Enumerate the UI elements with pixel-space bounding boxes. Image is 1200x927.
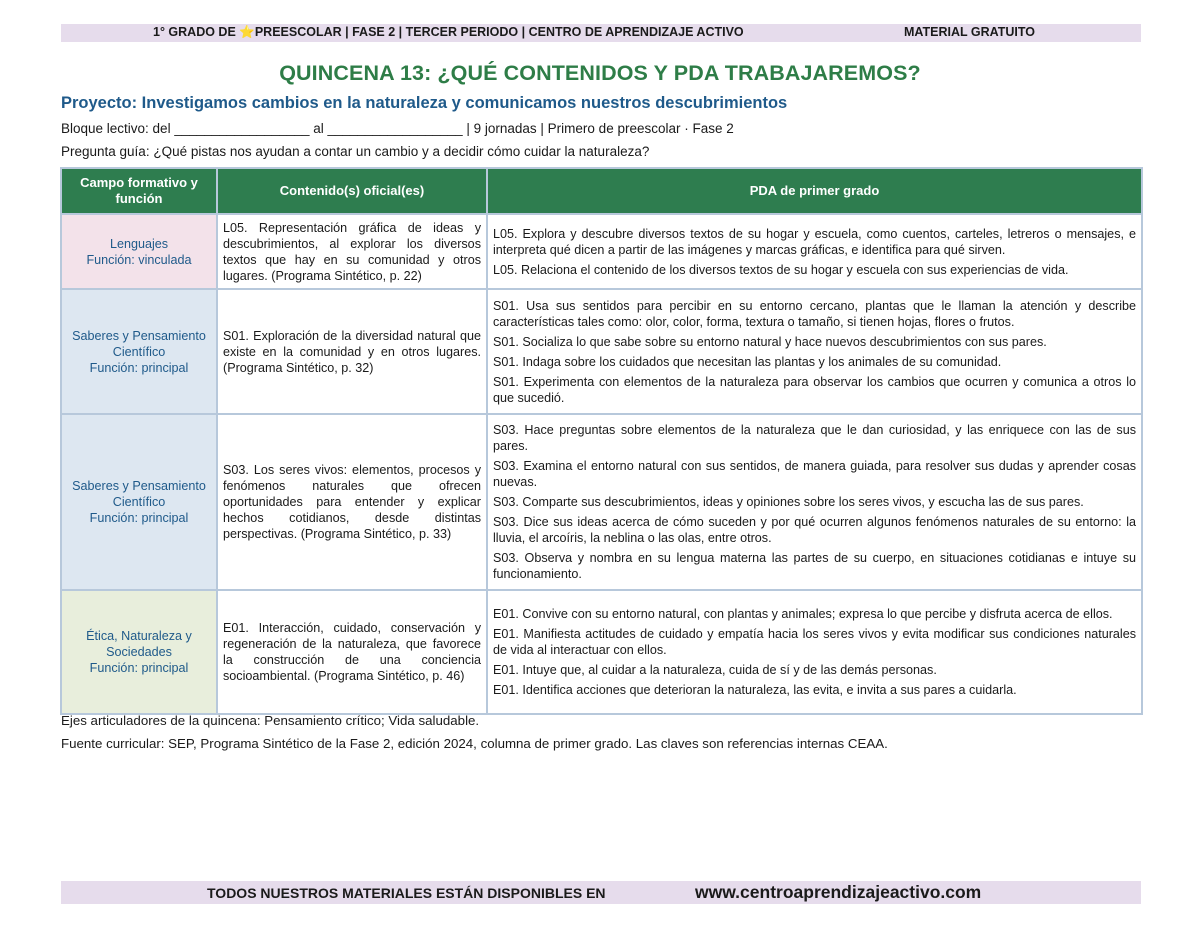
pda-item: E01. Manifiesta actitudes de cuidado y empatía hacia los seres vivos y evita modificar sus condiciones naturales de vida al interactuar con ellos. xyxy=(493,627,1136,657)
header-contenido: Contenido(s) oficial(es) xyxy=(217,168,487,214)
top-banner xyxy=(61,24,1141,42)
pda-item: S01. Usa sus sentidos para percibir en su entorno cercano, plantas que le llaman la atención y describe características tales como: olor, color, forma, textura o tamaño, si tienen hojas, flores o frutos. xyxy=(493,298,1136,329)
bloque-lectivo-line: Bloque lectivo: del __________________ al __________________ | 9 jornadas | Primero de preescolar · Fase 2 xyxy=(61,121,734,136)
pregunta-guia-line: Pregunta guía: ¿Qué pistas nos ayudan a contar un cambio y a decidir cómo cuidar la naturaleza? xyxy=(61,144,650,159)
campo-name: Saberes y Pensamiento Científico xyxy=(72,328,206,359)
pda-item: S03. Dice sus ideas acerca de cómo suceden y por qué ocurren algunos fenómenos naturales de su entorno: la lluvia, el arcoíris, la neblina o las olas, entre otros. xyxy=(493,515,1136,545)
pda-item: S03. Observa y nombra en su lengua materna las partes de su cuerpo, en situaciones cotidianas e intuye su funcionamiento. xyxy=(493,551,1136,581)
campo-cell xyxy=(61,590,217,714)
table-header-row xyxy=(61,168,1142,214)
pda-item: S01. Socializa lo que sabe sobre su entorno natural y hace nuevos descubrimientos con sus pares. xyxy=(493,334,1047,349)
banner-grade-rest: PREESCOLAR | FASE 2 | TERCER PERIODO | CENTRO DE APRENDIZAJE ACTIVO xyxy=(254,25,744,39)
contenido-cell: E01. Interacción, cuidado, conservación y regeneración de la naturaleza, que favorece la construcción de una conciencia socioambiental. (Programa Sintético, p. 46) xyxy=(217,590,487,714)
campo-name: Lenguajes xyxy=(109,236,169,251)
pda-item: S01. Indaga sobre los cuidados que necesitan las plantas y los animales de su comunidad. xyxy=(493,354,1002,369)
pda-cell xyxy=(487,214,1142,289)
pda-item: L05. Relaciona el contenido de los diversos textos de su hogar y escuela con sus experiencias de vida. xyxy=(493,262,1069,277)
footer-text: TODOS NUESTROS MATERIALES ESTÁN DISPONIBLES EN xyxy=(207,885,606,901)
contenido-cell: S03. Los seres vivos: elementos, procesos y fenómenos naturales que ofrecen oportunidades para entender y explicar hechos cotidianos, desde distintas perspectivas. (Programa Sintético, p. 33) xyxy=(217,414,487,590)
project-title: Proyecto: Investigamos cambios en la naturaleza y comunicamos nuestros descubrimientos xyxy=(61,94,788,112)
banner-free-material: MATERIAL GRATUITO xyxy=(904,25,1036,39)
banner-grade-prefix: 1° GRADO DE xyxy=(153,25,240,39)
campo-funcion: Función: principal xyxy=(89,511,189,525)
campo-name: Saberes y Pensamiento Científico xyxy=(72,479,206,509)
campo-funcion: Función: vinculada xyxy=(86,252,192,267)
pda-item: E01. Intuye que, al cuidar a la naturaleza, cuida de sí y de las demás personas. xyxy=(493,663,937,677)
contenido-cell: S01. Exploración de la diversidad natural que existe en la comunidad y en otros lugares. (Programa Sintético, p. 32) xyxy=(217,289,487,414)
table-row xyxy=(61,289,1142,414)
pda-item: E01. Convive con su entorno natural, con plantas y animales; expresa lo que percibe y disfruta acerca de ellos. xyxy=(493,607,1113,621)
fuente-curricular: Fuente curricular: SEP, Programa Sintético de la Fase 2, edición 2024, columna de primer grado. Las claves son referencias internas CEAA. xyxy=(61,736,888,751)
table-row xyxy=(61,414,1142,590)
pda-item: E01. Identifica acciones que deterioran la naturaleza, las evita, e invita a sus pares a cuidarla. xyxy=(493,683,1017,697)
footer-url-link[interactable]: www.centroaprendizajeactivo.com xyxy=(695,882,982,902)
pda-cell xyxy=(487,414,1142,590)
campo-funcion: Función: principal xyxy=(89,360,189,375)
pda-item: S01. Experimenta con elementos de la naturaleza para observar los cambios que ocurren y comunica a otros lo que sucedió. xyxy=(493,374,1136,405)
footer-banner xyxy=(61,881,1141,904)
campo-cell xyxy=(61,214,217,289)
banner-grade-info xyxy=(153,25,744,40)
campo-cell xyxy=(61,289,217,414)
pda-item: L05. Explora y descubre diversos textos de su hogar y escuela, como cuentos, carteles, letreros o mensajes, e interpreta qué dicen a partir de las imágenes y marcas gráficas, e identifica para qué sirven. xyxy=(493,226,1136,257)
header-campo: Campo formativo y función xyxy=(61,168,217,214)
ejes-articuladores: Ejes articuladores de la quincena: Pensamiento crítico; Vida saludable. xyxy=(61,713,480,728)
campo-cell xyxy=(61,414,217,590)
contenidos-table xyxy=(60,167,1143,715)
pda-item: S03. Hace preguntas sobre elementos de la naturaleza que le dan curiosidad, y las enriquece con las de sus pares. xyxy=(493,423,1136,453)
campo-name: Ética, Naturaleza y Sociedades xyxy=(86,629,192,659)
star-icon: ⭐ xyxy=(239,25,255,39)
header-pda: PDA de primer grado xyxy=(487,168,1142,214)
table-row xyxy=(61,214,1142,289)
pda-item: S03. Comparte sus descubrimientos, ideas y opiniones sobre los seres vivos, y escucha las de sus pares. xyxy=(493,495,1084,509)
contenido-cell: L05. Representación gráfica de ideas y descubrimientos, al explorar los diversos textos que hay en su comunidad y otros lugares. (Programa Sintético, p. 22) xyxy=(217,214,487,289)
page-title: QUINCENA 13: ¿QUÉ CONTENIDOS Y PDA TRABAJAREMOS? xyxy=(279,61,921,85)
table-row xyxy=(61,590,1142,714)
pda-cell xyxy=(487,289,1142,414)
pda-item: S03. Examina el entorno natural con sus sentidos, de manera guiada, para resolver sus dudas y aprender cosas nuevas. xyxy=(493,459,1136,489)
campo-funcion: Función: principal xyxy=(89,661,189,675)
pda-cell xyxy=(487,590,1142,714)
